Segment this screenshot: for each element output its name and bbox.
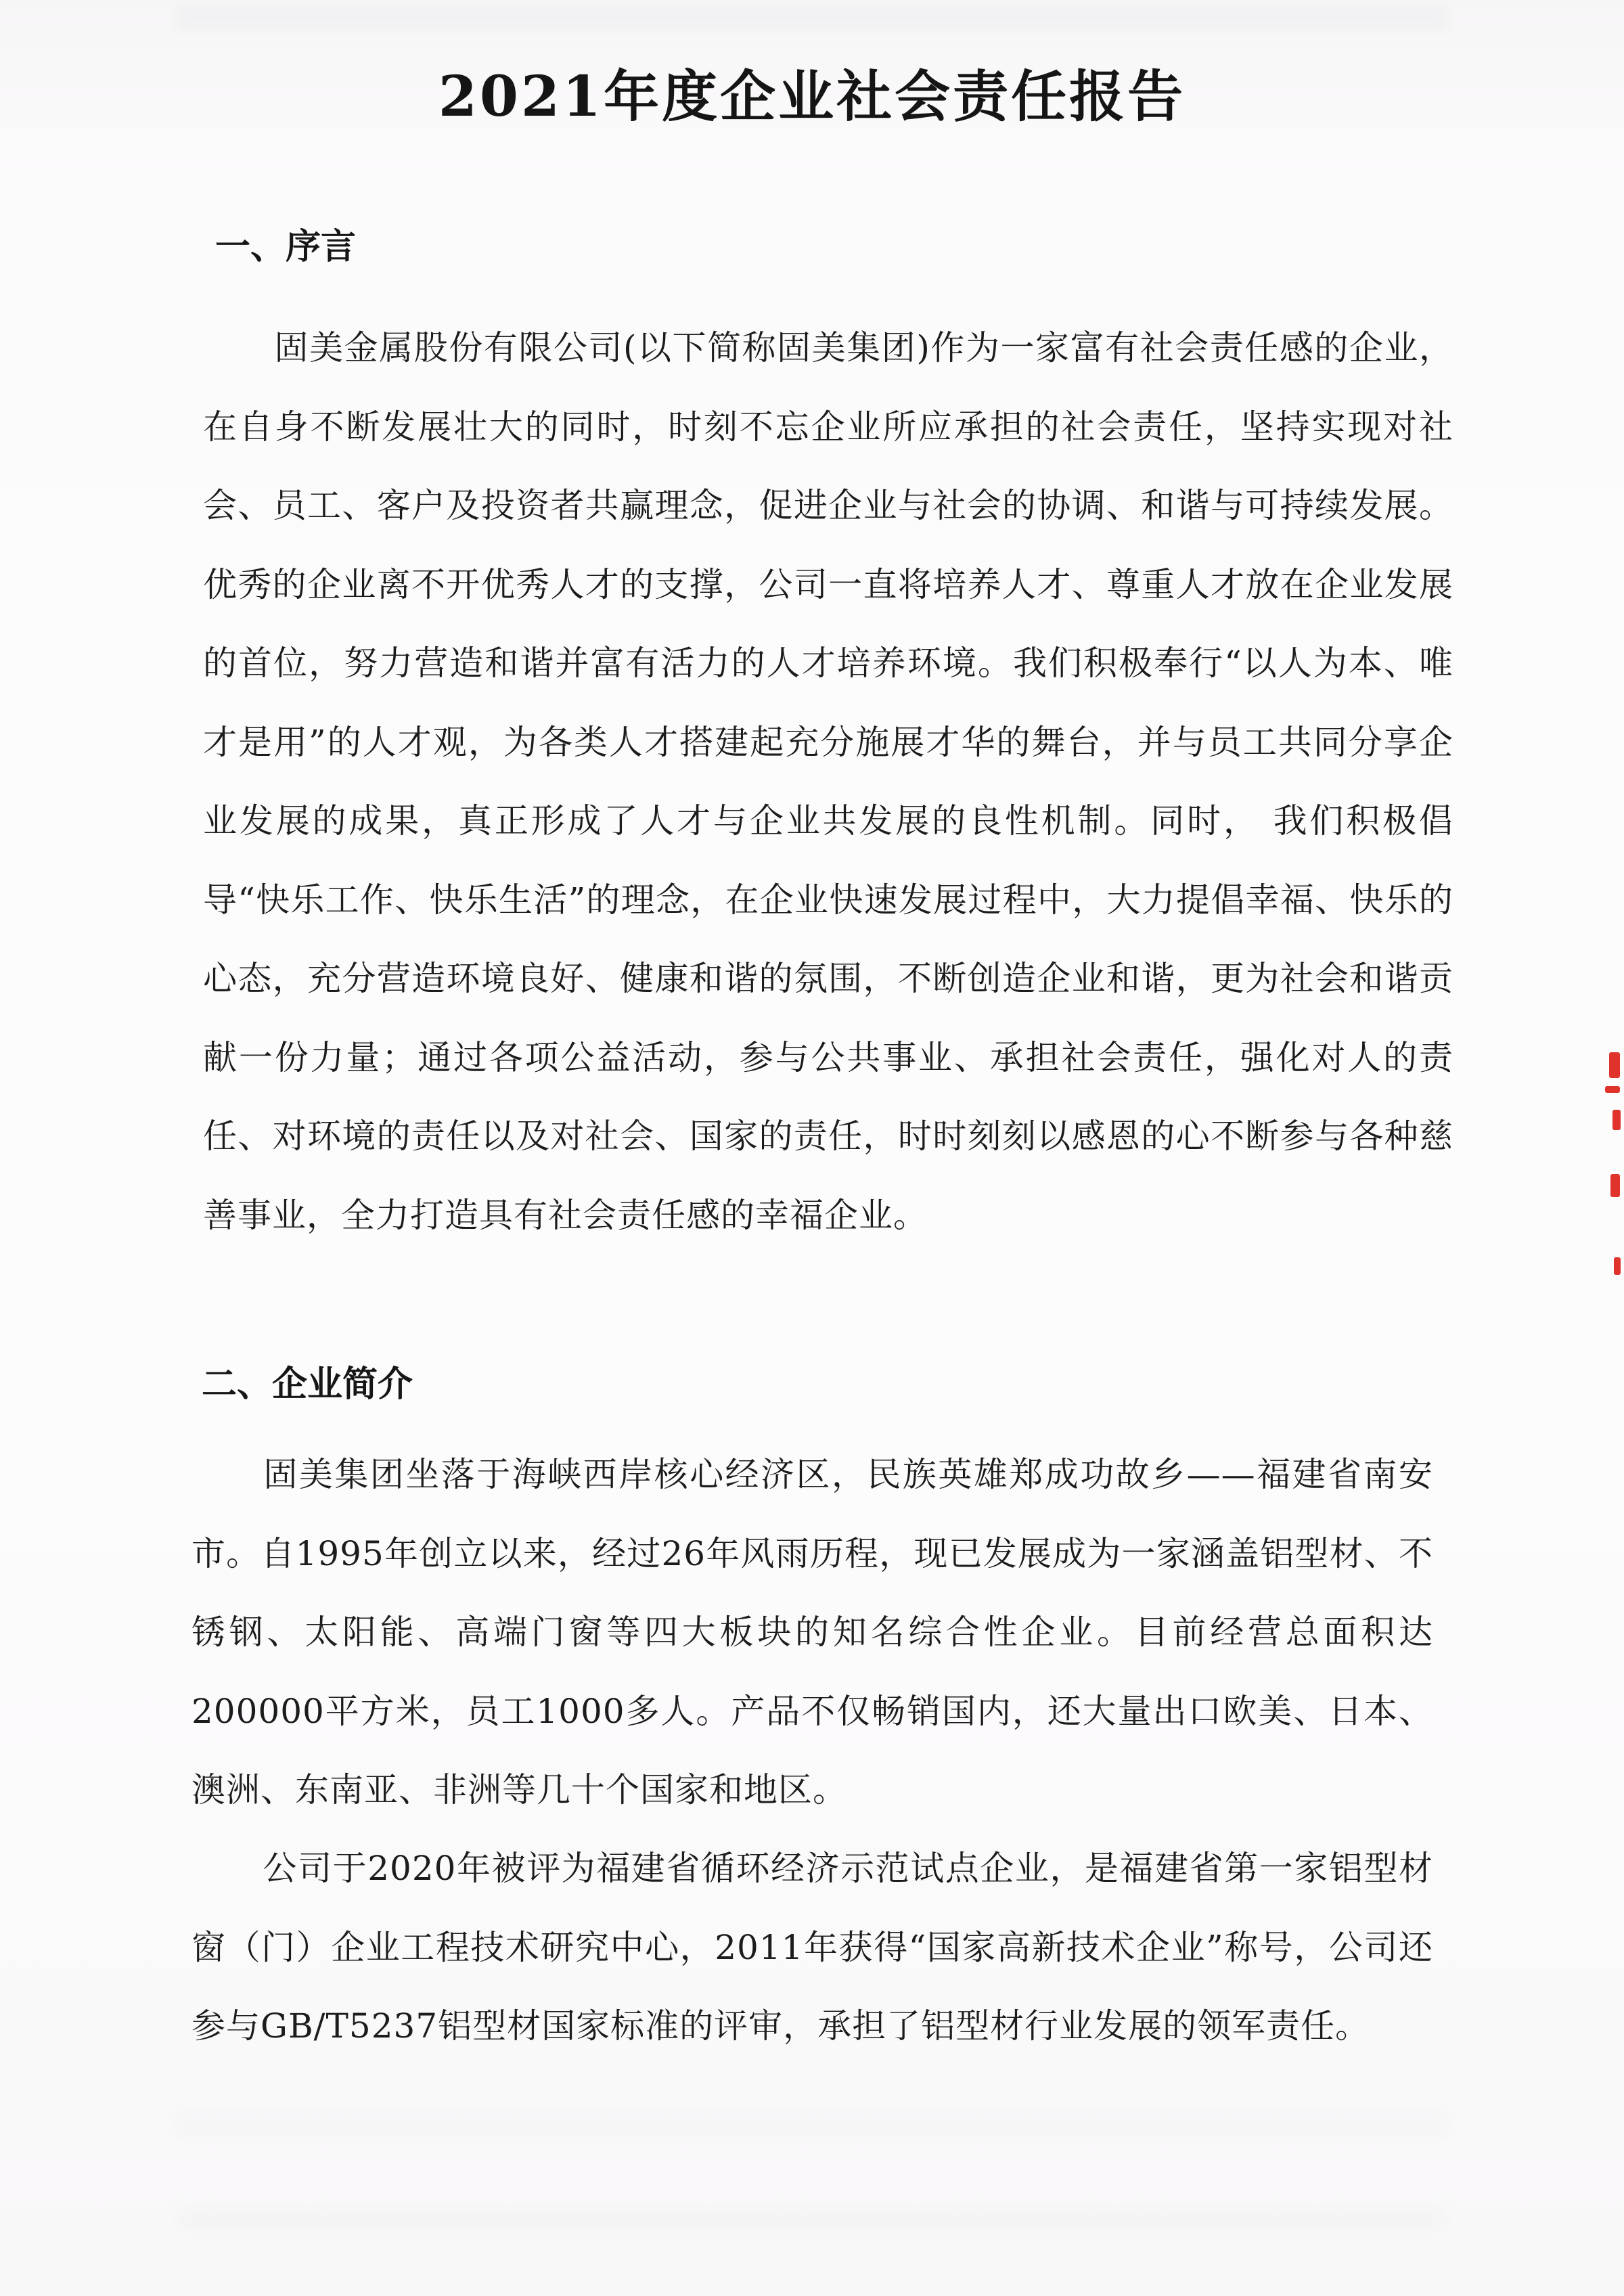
seal-stamp-fragment [1612,1110,1621,1130]
preface-paragraph [203,309,1453,1255]
preface-paragraph-text: 固美金属股份有限公司(以下简称固美集团)作为一家富有社会责任感的企业，在自身不断发展壮大的同时，时刻不忘企业所应承担的社会责任，坚持实现对社会、员工、客户及投资者共赢理念，促进企业与社会的协调、和谐与可持续发展。优秀的企业离不开优秀人才的支撑，公司一直将培养人才、尊重人才放在企业发展的首位，努力营造和谐并富有活力的人才培养环境。我们积极奉行“以人为本、唯才是用”的人才观，为各类人才搭建起充分施展才华的舞台，并与员工共同分享企业发展的成果，真正形成了人才与企业共发展的良性机制。同时， 我们积极倡导“快乐工作、快乐生活”的理念，在企业快速发展过程中，大力提倡幸福、快乐的心态，充分营造环境良好、健康和谐的氛围，不断创造企业和谐，更为社会和谐贡献一份力量；通过各项公益活动，参与公共事业、承担社会责任，强化对人的责任、对环境的责任以及对社会、国家的责任，时时刻刻以感恩的心不断参与各种慈善事业，全力打造具有社会责任感的幸福企业。 [203,328,1453,1235]
section-heading-preface: 一、序言 [215,226,357,267]
section-heading-company-profile: 二、企业简介 [202,1364,413,1405]
company-profile-paragraph-text: 固美集团坐落于海峡西岸核心经济区，民族英雄郑成功故乡——福建省南安市。自1995年创立以来，经过26年风雨历程，现已发展成为一家涵盖铝型材、不锈钢、太阳能、高端门窗等四大板块的知名综合性企业。目前经营总面积达200000平方米，员工1000多人。产品不仅畅销国内，还大量出口欧美、日本、澳洲、东南亚、非洲等几十个国家和地区。 [191,1455,1433,1809]
honors-paragraph [191,1829,1433,2066]
seal-stamp-fragment [1605,1086,1620,1093]
show-through-mark [176,2206,1448,2233]
document-title: 2021年度企业社会责任报告 [438,64,1186,129]
company-profile-paragraph [191,1435,1433,1830]
seal-stamp-fragment [1610,1174,1620,1197]
seal-stamp-fragment [1609,1052,1620,1078]
seal-stamp-fragment [1614,1257,1621,1275]
honors-paragraph-text: 公司于2020年被评为福建省循环经济示范试点企业，是福建省第一家铝型材窗（门）企业工程技术研究中心，2011年获得“国家高新技术企业”称号，公司还参与GB/T5237铝型材国家标准的评审，承担了铝型材行业发展的领军责任。 [191,1849,1433,2046]
show-through-mark [176,2111,1448,2138]
show-through-mark [176,4,1448,31]
